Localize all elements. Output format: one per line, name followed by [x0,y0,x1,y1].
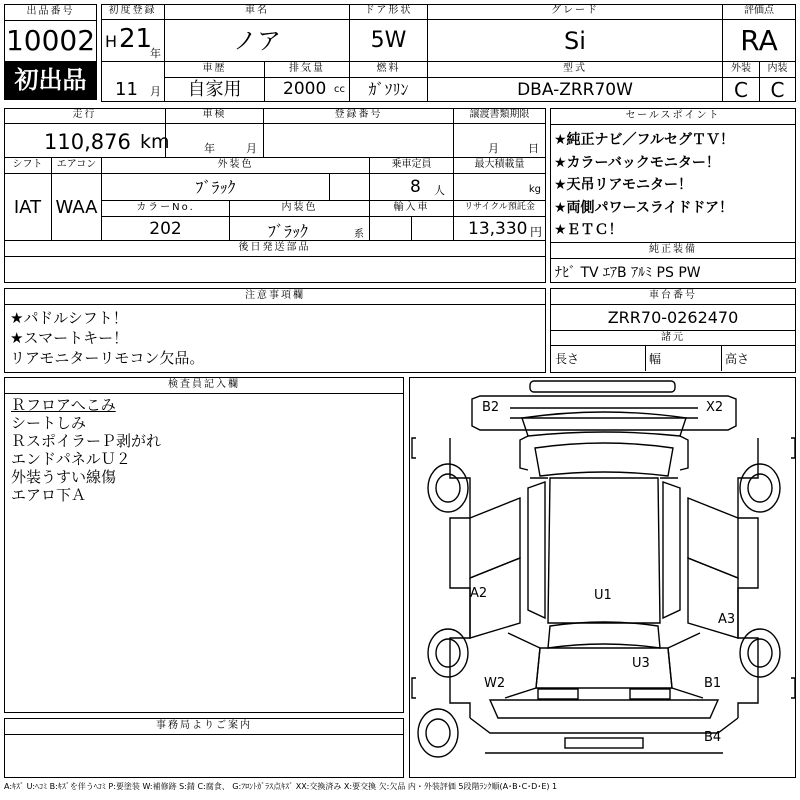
mark-x2: X2 [706,400,724,415]
interior-color-label: 内装色 [230,201,370,217]
sales-point-item: ★ＥＴＣ！ [554,222,623,238]
shift-label: シフト [4,158,52,174]
sales-point-item: ★純正ナビ／フルセグＴＶ！ [554,132,734,148]
interior-color-cell [230,217,370,241]
sales-point-item: ★カラーバックモニター！ [554,154,720,171]
right-rear-hub [748,639,772,667]
mark-u3: U3 [632,656,650,671]
displacement-unit: cc [334,84,345,95]
right-rear-wheel [740,629,780,677]
history-label: 車歴 [165,62,265,78]
office-box [4,718,404,778]
later-parts-label: 後日発送部品 [4,241,546,257]
inspection-cell [166,124,264,158]
history: 自家用 [165,78,265,102]
mileage-label: 走行 [4,108,166,124]
recycle-cell [454,217,546,241]
inspection-month-unit: 月 [246,142,257,155]
sales-point-item: ★両側パワースライドドア！ [554,199,734,216]
transfer-deadline-label: 譲渡書類期限 [454,108,546,124]
damage-diagram-box [409,377,796,778]
inspector-box [4,377,404,713]
left-window [528,482,545,618]
door-type: 5W [350,20,428,62]
dimension-divider [721,346,722,371]
mark-b1: B1 [704,676,722,691]
rear-hatch [536,648,672,688]
registration-month-unit: 月 [150,85,161,98]
color-no-label: カラーNo. [102,201,230,217]
grade-label: グレード [428,4,723,20]
exterior-color-label: 外装色 [102,158,370,174]
mark-a2: A2 [470,586,488,601]
inspector-list [5,394,403,504]
car-name: ノア [165,20,350,62]
car-name-label: 車名 [165,4,350,20]
mark-w2: W2 [484,676,506,691]
mileage: 110,876 [44,130,131,154]
rear-bumper [490,700,718,718]
registration-year-unit: 年 [150,47,161,60]
max-load-unit: kg [528,184,541,195]
sales-points-label: セールスポイント [551,109,795,125]
recycle-label: リサイクル預託金 [454,201,546,217]
registration-label: 初度登録 [101,4,165,20]
genuine-equipment-label: 純正装備 [551,242,795,259]
inspection-year-unit: 年 [204,142,215,155]
import-right [412,217,454,241]
lot-number-box [4,4,97,100]
inspector-item: 外装うすい線傷 [11,468,117,486]
mark-b2: B2 [482,400,500,415]
rear-plate [565,738,643,748]
color-no: 202 [102,217,230,241]
score-label: 評価点 [723,4,796,20]
capacity-unit: 人 [434,184,445,197]
mark-a3: A3 [718,612,736,627]
transfer-month-unit: 月 [488,142,499,155]
lot-number-label: 出品番号 [5,5,96,21]
office-label: 事務局よりご案内 [5,719,403,735]
left-front-door [470,498,520,578]
front-bumper-top [530,381,675,392]
spare-wheel [418,709,458,757]
registration-spacer [101,62,165,78]
car-diagram [410,378,797,779]
rear-lamp-right [630,689,670,699]
fuel-label: 燃料 [350,62,428,78]
interior-color-unit: 系 [354,229,364,240]
dimension-height-label: 高さ [725,352,750,366]
model: DBA-ZRR70W [428,78,723,102]
mark-b4: B4 [704,730,722,745]
fuel: ｶﾞｿﾘﾝ [350,78,428,102]
rear-lamp-left [538,689,578,699]
notes-list [5,305,545,368]
mileage-unit: km [140,131,170,153]
import-left [370,217,412,241]
registration-era: H [105,32,118,51]
exterior-color-extra [330,174,370,201]
inspector-item: ＲスポイラーＰ剥がれ [11,432,162,450]
interior-color: ﾌﾞﾗｯｸ [268,222,309,241]
note-item: リアモニターリモコン欠品。 [10,349,205,367]
dimensions-row [551,346,795,371]
windshield [535,443,673,476]
capacity-label: 乗車定員 [370,158,454,174]
note-item: ★スマートキー！ [10,329,129,347]
displacement-cell [265,78,350,102]
exterior-grade: C [723,78,760,102]
aircon-label: エアコン [52,158,102,174]
lot-number: 10002 [5,24,96,57]
notes-box [4,288,546,373]
door-label: ドア形状 [350,4,428,20]
right-front-wheel [740,464,780,512]
displacement-label: 排気量 [265,62,350,78]
registration-year: 21 [119,24,153,54]
inspector-item: シートしみ [11,414,87,432]
score: RA [723,20,796,62]
grade: Si [428,20,723,62]
mark-u1: U1 [594,588,612,603]
sales-points-list [551,125,795,242]
reg-number [264,124,454,158]
capacity: 8 [410,177,421,197]
legend: A:ｷｽﾞ U:ﾍｺﾐ B:ｷｽﾞを伴うﾍｺﾐ P:要塗装 W:補修跡 S:錆 C:腐食、 G:ﾌﾛﾝﾄｶﾞﾗｽ点ｷｽﾞ XX:交換済み X:要交換 欠:欠品 内・外装評価 5段階ﾗﾝｸ順(A･B･C･D･E) 1 [4,782,558,791]
reg-number-label: 登録番号 [264,108,454,124]
rear-end [470,718,738,733]
front-section [472,396,736,430]
chassis-label: 車台番号 [551,289,795,305]
left-front-hub [436,474,460,502]
import-label: 輸入車 [370,201,454,217]
shift: IAT [4,174,52,241]
registration-month-cell [101,78,165,102]
rear-window [548,622,660,648]
chassis-number: ZRR70-0262470 [551,305,795,331]
registration-month: 11 [115,79,138,100]
transfer-day-unit: 日 [528,142,539,155]
dimensions-label: 諸元 [551,331,795,346]
fenders-front [520,436,688,470]
dimension-width-label: 幅 [649,352,662,366]
recycle: 13,330 [468,219,528,239]
model-label: 型式 [428,62,723,78]
left-front-wheel [428,464,468,512]
inspector-item: エンドパネルＵ２ [11,450,131,468]
max-load-label: 最大積載量 [454,158,546,174]
inspector-item: エアロ下Ａ [11,486,87,504]
right-front-hub [748,474,772,502]
exterior-color: ﾌﾞﾗｯｸ [102,174,330,201]
capacity-cell [370,174,454,201]
first-listing-badge: 初出品 [5,61,96,99]
hood [522,412,686,436]
right-front-door [688,498,738,578]
inspector-label: 検査員記入欄 [5,378,403,394]
chassis-box [550,288,796,373]
dimension-divider [645,346,646,371]
transfer-deadline-cell [454,124,546,158]
registration-cell [101,20,165,62]
interior-grade-label: 内装 [760,62,796,78]
max-load-cell [454,174,546,201]
genuine-equipment: ﾅﾋﾞ TV ｴｱB ｱﾙﾐ PS PW [555,265,701,281]
exterior-grade-label: 外装 [723,62,760,78]
aircon: WAA [52,174,102,241]
right-window [663,482,680,618]
left-rear-wheel [428,629,468,677]
sales-points-box [550,108,796,283]
sales-point-item: ★天吊リアモニター！ [554,177,692,193]
spare-hub [426,719,450,747]
inspection-label: 車検 [166,108,264,124]
notes-label: 注意事項欄 [5,289,545,305]
inspector-item: Ｒフロアへこみ [11,396,116,414]
interior-grade: C [760,78,796,102]
recycle-unit: 円 [529,225,542,239]
displacement: 2000 [283,79,327,99]
later-parts [4,257,546,283]
note-item: ★パドルシフト！ [10,309,128,327]
dimension-length-label: 長さ [555,352,580,366]
left-rear-hub [436,639,460,667]
mileage-cell [4,124,170,158]
